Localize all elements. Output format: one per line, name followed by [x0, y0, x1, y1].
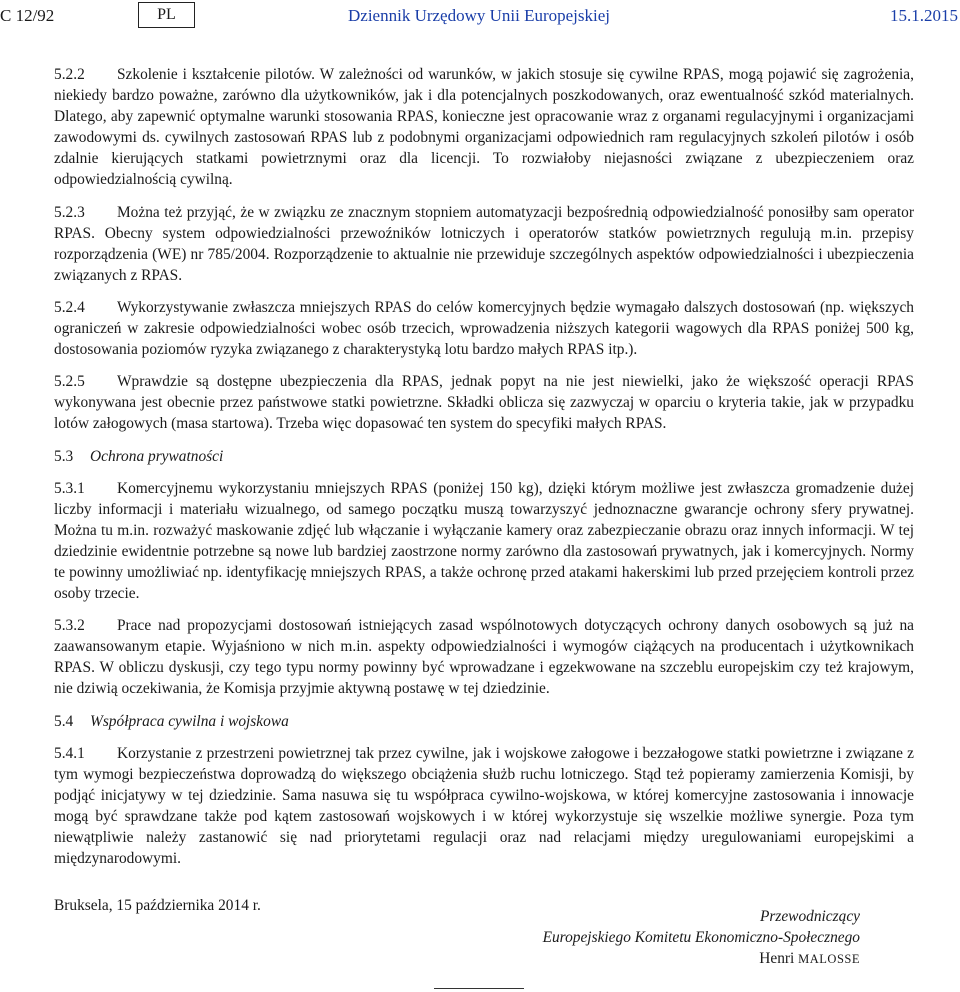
signatory-body: Europejskiego Komitetu Ekonomiczno-Społecznego	[542, 929, 860, 946]
paragraph-text: Prace nad propozycjami dostosowań istniejących zasad wspólnotowych dotyczących ochrony danych osobowych są już na zaawansowanym etapie. Wyjaśniono w nich m.in. aspekty odpowiedzialności i wymogów ciążących na producentach i użytkownikach RPAS. W obliczu dyskusji, czy tego typu normy powinny być wprowadzane i egzekwowane na szczeblu europejskim czy też krajowym, nie dziwią oczekiwania, że Komisja przyjmie aktywną postawę w tej dziedzinie.	[54, 617, 914, 698]
paragraph-number: 5.2.3	[54, 203, 85, 221]
section-title: Współpraca cywilna i wojskowa	[90, 712, 289, 730]
paragraph-number: 5.2.4	[54, 298, 85, 316]
paragraph-5-2-3	[54, 202, 914, 286]
paragraph-number: 5.2.2	[54, 66, 85, 83]
section-number: 5.4	[54, 712, 74, 730]
paragraph-5-3-2	[54, 615, 914, 699]
paragraph-number: 5.3.2	[54, 617, 85, 635]
paragraph-text: Wprawdzie są dostępne ubezpieczenia dla RPAS, jednak popyt na nie jest niewielki, jako że większość operacji RPAS wykonywana jest obecnie przez państwowe statki powietrzne. Składki oblicza się zazwyczaj w oparciu o kryteria takie, jak w przypadku lotów załogowych (masa startowa). Trzeba więc dopasować ten system do specyfiki małych RPAS.	[54, 373, 914, 433]
paragraph-text: Korzystanie z przestrzeni powietrznej tak przez cywilne, jak i wojskowe załogowe i bezzałogowe statki powietrzne i związane z tym wymogi bezpieczeństwa doprowadzą do większego obciążenia służb ruchu lotniczego. Stąd też popieramy zamierzenia Komisji, by podjąć inicjatywy w tej dziedzinie. Sama nasuwa się tu współpraca cywilno-wojskowa, w której komercyjne zastosowania i innowacje mogą być sprawdzane także pod kątem zastosowań wojskowych i w której wykorzystuje się wszelkie możliwe synergie. Poza tym niewątpliwie należy zastanowić się nad priorytetami regulacji oraz nad relacjami między uregulowaniami europejskimi a międzynarodowymi.	[54, 744, 914, 868]
signatory-first-name: Henri	[759, 950, 795, 967]
paragraph-text: Komercyjnemu wykorzystaniu mniejszych RPAS (poniżej 150 kg), dzięki którym możliwe jest zwłaszcza gromadzenie dużej liczby informacji i materiału wizualnego, od samego początku muszą towarzyszyć jednoznaczne gwarancje ochrony sfery prywatnej. Można tu m.in. rozważyć maskowanie zdjęć lub włączanie i wyłączanie kamery oraz zabezpieczanie obrazu oraz innych informacji. W tej dziedzinie ewidentnie potrzebne są nowe lub bardziej zaostrzone normy zarówno dla zastosowań prywatnych, jak i komercyjnych. Normy te powinny umożliwiać np. identyfikację mniejszych RPAS, a także ochronę przed atakami hakerskimi lub przed przejęciem kontroli przez osoby trzecie.	[54, 479, 914, 603]
paragraph-number: 5.3.1	[54, 479, 85, 497]
paragraph-5-2-5	[54, 371, 914, 434]
signatory-name	[530, 948, 860, 970]
page-reference: C 12/92	[0, 6, 55, 25]
publication-date-link[interactable]: 15.1.2015	[890, 6, 958, 25]
paragraph-5-2-4	[54, 297, 914, 360]
section-number: 5.3	[54, 447, 74, 465]
section-heading-5-4	[54, 711, 914, 732]
paragraph-text: Można też przyjąć, że w związku ze znacznym stopniem automatyzacji bezpośrednią odpowiedzialność ponosiłby sam operator RPAS. Obecny system odpowiedzialności przewoźników lotniczych i operatorów statków powietrznych regulują m.in. przepisy rozporządzenia (WE) nr 785/2004. Rozporządzenie to aktualnie nie przewiduje szczególnych aspektów odpowiedzialności i ubezpieczenia związanych z RPAS.	[54, 203, 914, 284]
paragraph-number: 5.4.1	[54, 744, 85, 762]
signatory-role: Przewodniczący	[759, 908, 860, 925]
footer-divider	[434, 988, 524, 989]
section-title: Ochrona prywatności	[90, 447, 224, 465]
paragraph-number: 5.2.5	[54, 373, 85, 391]
signatory-surname: MALOSSE	[798, 952, 860, 966]
document-body	[54, 64, 914, 927]
paragraph-5-4-1	[54, 743, 914, 870]
journal-title-link[interactable]: Dziennik Urzędowy Unii Europejskiej	[348, 6, 611, 25]
signature-block	[530, 906, 860, 970]
paragraph-5-2-2	[54, 64, 914, 191]
section-heading-5-3	[54, 446, 914, 467]
paragraph-5-3-1	[54, 478, 914, 605]
language-code-box: PL	[138, 2, 195, 28]
paragraph-text: Wykorzystywanie zwłaszcza mniejszych RPAS do celów komercyjnych będzie wymagało dalszych dostosowań (np. większych ograniczeń w zakresie odpowiedzialności wobec osób trzecich, wprowadzenia niższych kategorii wagowych dla RPAS poniżej 500 kg, dostosowania poziomów ryzyka związanego z charakterystyką lotu bardzo małych RPAS itp.).	[54, 298, 914, 359]
place-and-date: Bruksela, 15 października 2014 r.	[54, 897, 261, 915]
page-header	[0, 0, 960, 38]
paragraph-text: Szkolenie i kształcenie pilotów. W zależności od warunków, w jakich stosuje się cywilne RPAS, mogą pojawić się zagrożenia, niekiedy bardzo poważne, zarówno dla użytkowników, jak i dla potencjalnych poszkodowanych, oraz ewentualność szkód materialnych. Dlatego, aby zapewnić optymalne warunki stosowania RPAS, konieczne jest opracowanie wraz z organami regulacyjnymi i organizacjami zawodowymi ds. cywilnych zastosowań RPAS lub z podobnymi organizacjami odpowiednich ram regulacyjnych szkoleń pilotów i osób zdalnie kierujących statkami powietrznymi oraz dla licencji. To rozwiałoby niejasności związane z ubezpieczeniem oraz odpowiedzialnością cywilną.	[54, 66, 914, 189]
